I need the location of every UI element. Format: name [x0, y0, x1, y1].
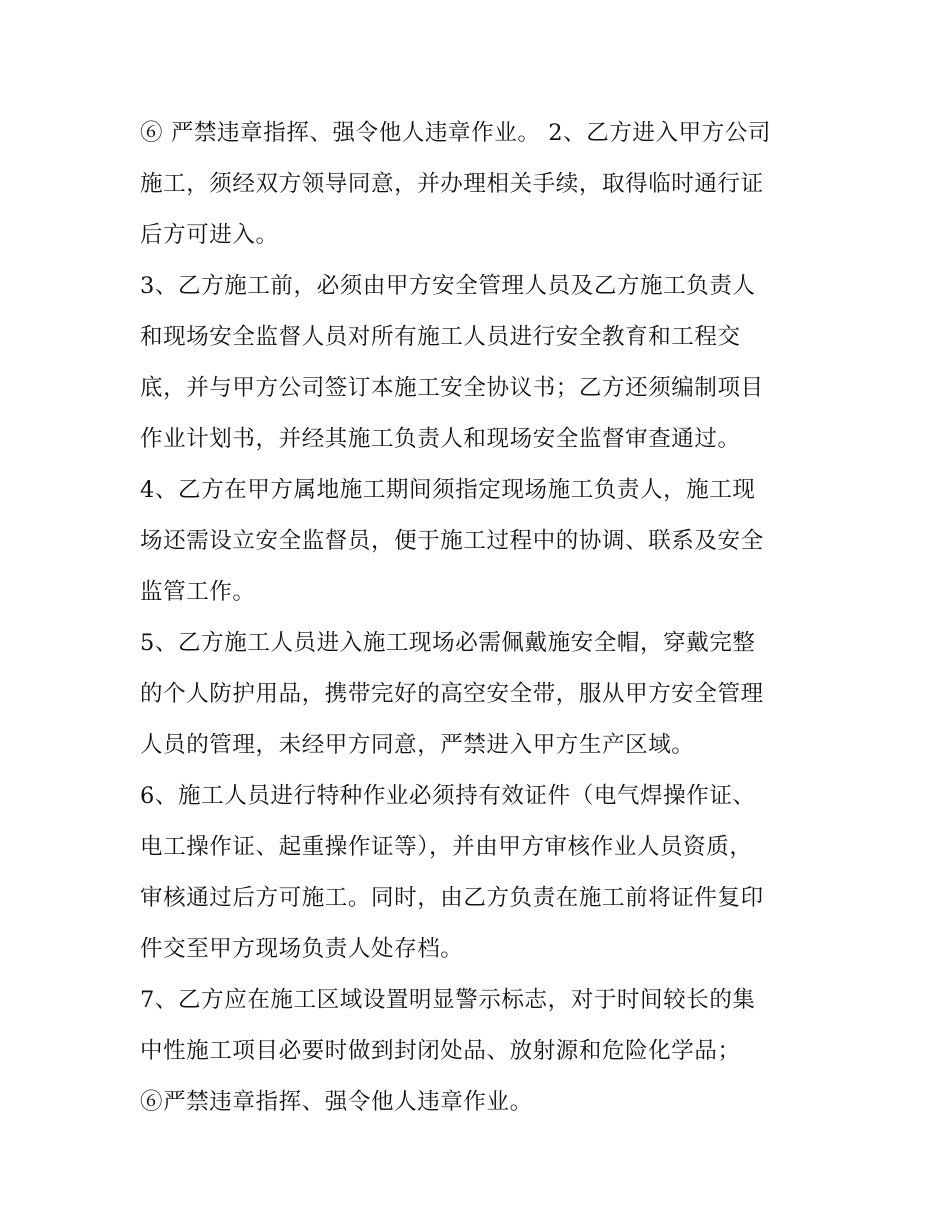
text-line: 电工操作证、起重操作证等），并由甲方审核作业人员资质，: [140, 834, 753, 860]
text-line: 5、乙方施工人员进入施工现场必需佩戴施安全帽，穿戴完整: [140, 630, 756, 656]
document-body: [140, 108, 820, 1128]
text-line: 施工，须经双方领导同意，并办理相关手续，取得临时通行证: [140, 171, 764, 197]
text-line: 件交至甲方现场负责人处存档。: [140, 936, 464, 962]
text-line: 4、乙方在甲方属地施工期间须指定现场施工负责人，施工现: [140, 477, 756, 503]
text-line: ⑥ 严禁违章指挥、强令他人违章作业。 2、乙方进入甲方公司: [140, 120, 772, 146]
text-line: 审核通过后方可施工。同时，由乙方负责在施工前将证件复印: [140, 885, 764, 911]
text-line: 底，并与甲方公司签订本施工安全协议书；乙方还须编制项目: [140, 375, 764, 401]
text-line: 和现场安全监督人员对所有施工人员进行安全教育和工程交: [140, 324, 741, 350]
text-line: 中性施工项目必要时做到封闭处品、放射源和危险化学品；: [140, 1038, 741, 1064]
text-line: 7、乙方应在施工区域设置明显警示标志，对于时间较长的集: [140, 987, 756, 1013]
text-line: 作业计划书，并经其施工负责人和现场安全监督审查通过。: [140, 426, 741, 452]
text-line: 的个人防护用品，携带完好的高空安全带，服从甲方安全管理: [140, 681, 764, 707]
text-line: 6、施工人员进行特种作业必须持有效证件（电气焊操作证、: [140, 783, 756, 809]
text-line: 人员的管理，未经甲方同意，严禁进入甲方生产区域。: [140, 732, 695, 758]
text-line: 场还需设立安全监督员，便于施工过程中的协调、联系及安全: [140, 528, 764, 554]
text-line: 后方可进入。: [140, 222, 279, 248]
text-line: 监管工作。: [140, 579, 256, 605]
text-line: 3、乙方施工前，必须由甲方安全管理人员及乙方施工负责人: [140, 273, 756, 299]
text-line: ⑥严禁违章指挥、强令他人违章作业。: [140, 1089, 533, 1115]
